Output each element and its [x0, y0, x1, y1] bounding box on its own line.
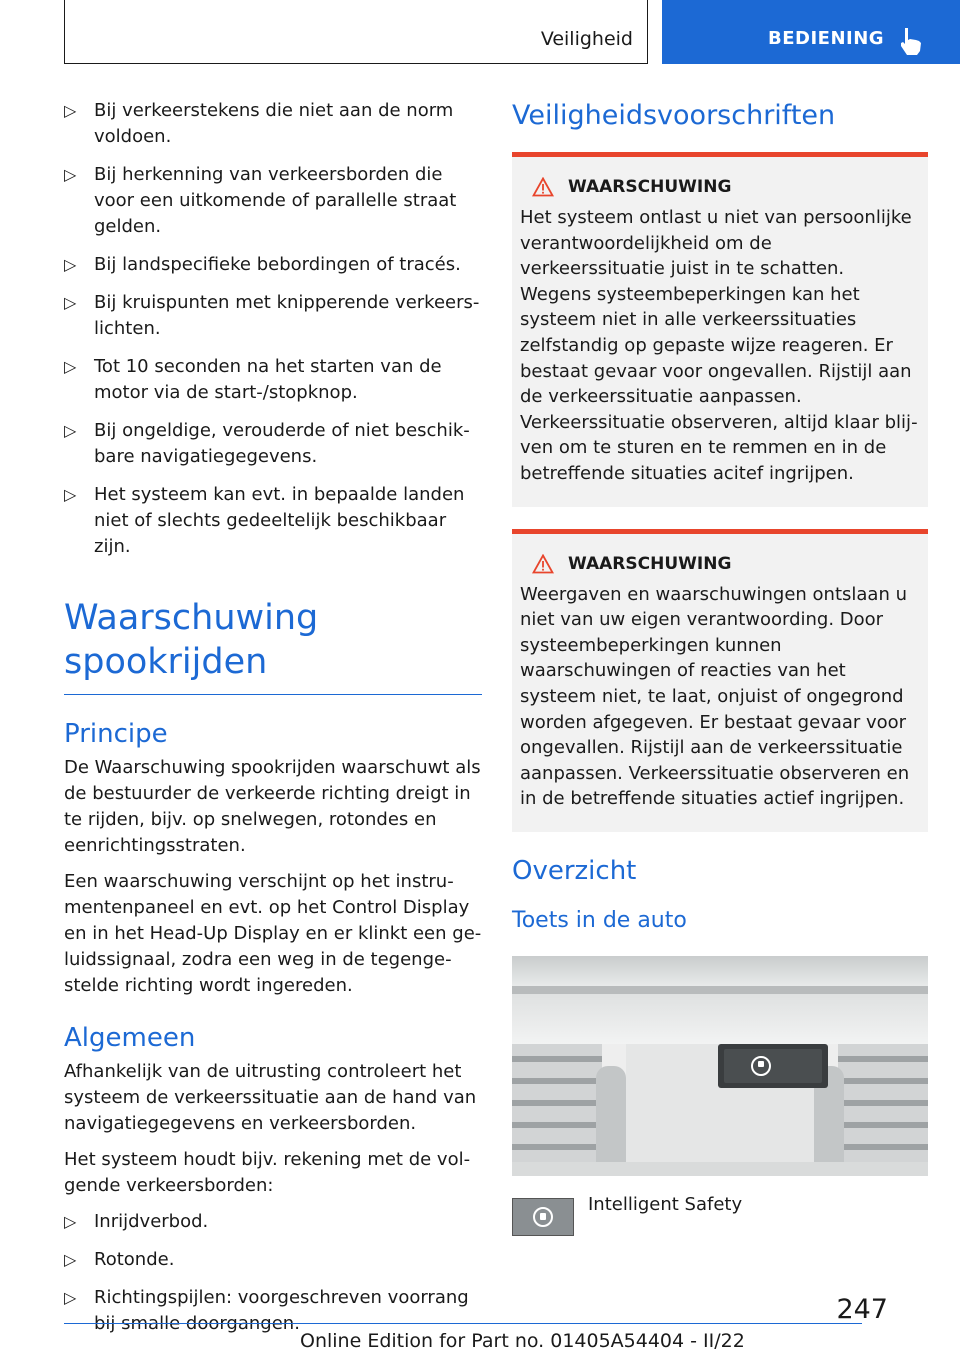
section-title-veiligheidsvoorschriften: Veiligheidsvoorschriften — [512, 100, 836, 131]
heading-algemeen: Algemeen — [64, 1023, 196, 1053]
triangle-bullet-icon: ▷ — [64, 421, 77, 440]
paragraph-principe-2: Een waarschuwing verschijnt op het instrumentenpaneel en evt. op het Control Display en in het Head-Up Display en er klinkt een geluidssignaal, zodra een weg in de tegengestelde richting wordt ingereden. — [64, 871, 482, 996]
list-item: ▷ Het systeem kan evt. in bepaalde landen niet of slechts gedeeltelijk beschikbaar zijn. — [64, 484, 465, 557]
header-chapter-title: BEDIENING — [768, 28, 885, 49]
triangle-bullet-icon: ▷ — [64, 357, 77, 376]
warning-text: Weergaven en waarschuwingen ontslaan u niet van uw eigen verantwoording. Door systeembeperkingen kunnen waarschuwingen of reacties van het systeem niet, te laat, onjuist of ongegrond worden afgegeven. Er bestaat gevaar voor ongevallen. Rijstijl aan de verkeerssituatie aanpassen. Verkeerssituatie observeren en in de betreffende situaties actief ingrijpen. — [520, 583, 910, 810]
list-item: ▷ Bij kruispunten met knipperende verkeerslichten. — [64, 292, 480, 339]
list-item: ▷ Bij landspecifieke bebordingen of tracés. — [64, 252, 482, 278]
list-item: ▷ Richtingspijlen: voorgeschreven voorrang bij smalle doorgangen. — [64, 1287, 469, 1334]
paragraph-principe-1: De Waarschuwing spookrijden waarschuwt als de bestuurder de verkeerde richting dreigt in te rijden, bijv. op snelwegen, rotondes en eenrichtingsstraten. — [64, 757, 481, 856]
intelligent-safety-label: Intelligent Safety — [588, 1193, 743, 1215]
paragraph-algemeen-1: Afhankelijk van de uitrusting controleert het systeem de verkeerssituatie aan de hand van navigatiegegevens en verkeersborden. — [64, 1061, 477, 1134]
triangle-bullet-icon: ▷ — [64, 101, 77, 120]
triangle-bullet-icon: ▷ — [64, 255, 77, 274]
footer-divider — [64, 1323, 862, 1324]
warning-box-2 — [512, 529, 928, 832]
warning-title: WAARSCHUWING — [520, 177, 918, 197]
header-section-box — [64, 0, 648, 64]
left-column — [64, 98, 482, 1349]
heading-toets-in-de-auto: Toets in de auto — [512, 907, 687, 933]
warning-triangle-icon — [532, 554, 554, 574]
warning-box-1 — [512, 152, 928, 507]
triangle-bullet-icon: ▷ — [64, 1250, 77, 1269]
triangle-bullet-icon: ▷ — [64, 165, 77, 184]
list-item: ▷ Bij herkenning van verkeersborden die voor een uitkomende of parallelle straat gelden. — [64, 164, 457, 237]
footer-edition-text: Online Edition for Part no. 01405A54404 - II/22 — [300, 1330, 745, 1352]
list-item: ▷ Inrijdverbod. — [64, 1209, 482, 1235]
paragraph-algemeen-2: Het systeem houdt bijv. rekening met de volgende verkeersborden: — [64, 1149, 471, 1196]
triangle-bullet-icon: ▷ — [64, 1212, 77, 1231]
intelligent-safety-button-icon — [512, 1198, 574, 1236]
right-column — [512, 98, 928, 1236]
header-chapter-tab[interactable] — [662, 0, 960, 64]
section-title-waarschuwing-spookrijden: Waarschuwing spookrijden — [64, 596, 482, 695]
warning-title: WAARSCHUWING — [520, 554, 918, 574]
triangle-bullet-icon: ▷ — [64, 1288, 77, 1307]
bullet-list-top — [64, 98, 482, 560]
list-item: ▷ Bij ongeldige, verouderde of niet beschikbare navigatiegegevens. — [64, 420, 470, 467]
safety-shield-icon — [513, 1199, 573, 1235]
header-section-title: Veiligheid — [540, 28, 633, 50]
bullet-list-bottom — [64, 1209, 482, 1337]
pointing-hand-icon — [898, 26, 924, 56]
list-item: ▷ Tot 10 seconden na het starten van de motor via de start-/stopknop. — [64, 356, 442, 403]
list-item: ▷ Rotonde. — [64, 1247, 482, 1273]
heading-overzicht: Overzicht — [512, 855, 637, 886]
triangle-bullet-icon: ▷ — [64, 485, 77, 504]
list-item: ▷ Bij verkeerstekens die niet aan de norm voldoen. — [64, 100, 454, 147]
heading-principe: Principe — [64, 719, 168, 749]
warning-text: Het systeem ontlast u niet van persoonlijke verantwoordelijkheid om de verkeerssituatie juist in te schatten. Wegens systeembeperkingen kan het systeem niet in alle verkeerssituaties zelfstandig op gepaste wijze reageren. Er bestaat gevaar voor ongevallen. Rijstijl aan de verkeerssituatie aanpassen. Verkeerssituatie observeren, altijd klaar blijven om te sturen en te remmen en in de betreffende situaties acitef ingrijpen. — [520, 207, 918, 484]
page-number: 247 — [836, 1294, 888, 1325]
triangle-bullet-icon: ▷ — [64, 293, 77, 312]
dashboard-button-photo — [512, 956, 928, 1176]
button-legend-row — [512, 1193, 928, 1236]
warning-triangle-icon — [532, 177, 554, 197]
